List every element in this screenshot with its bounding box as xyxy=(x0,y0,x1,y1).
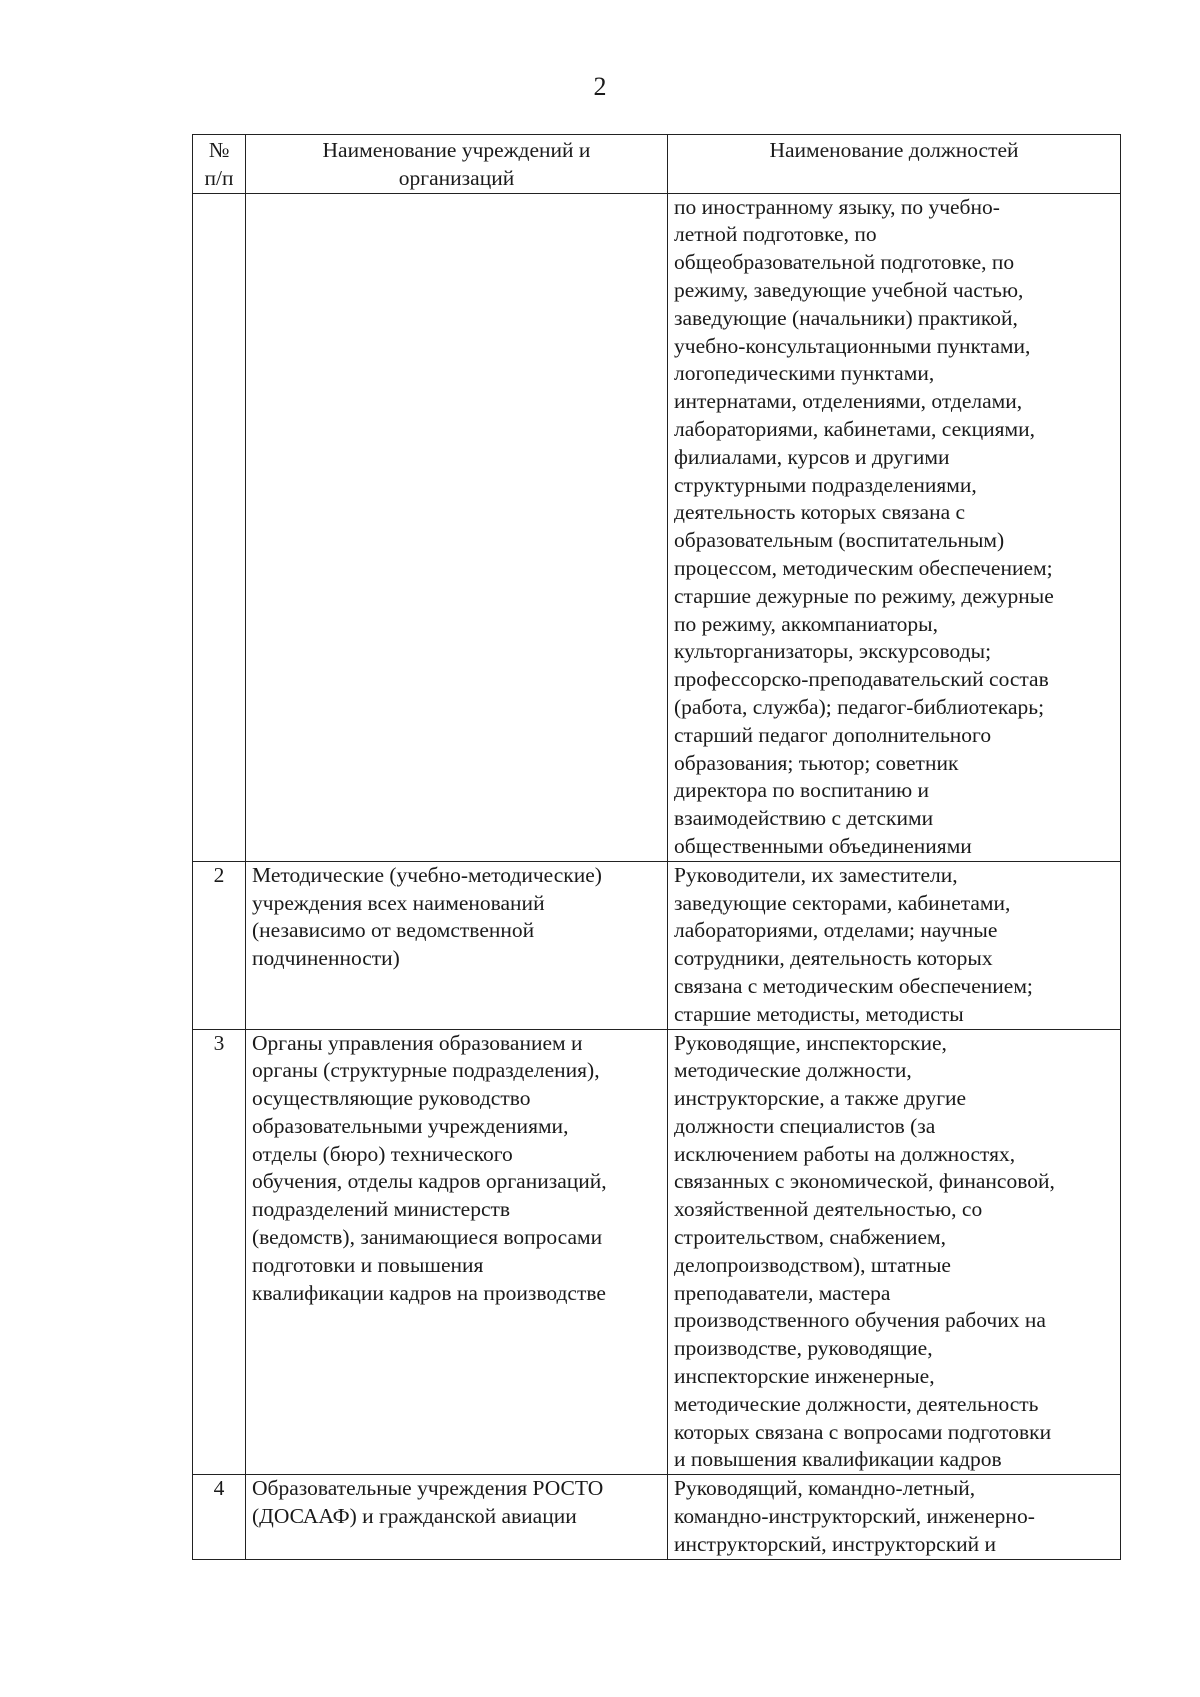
row-number: 2 xyxy=(193,861,246,1029)
header-organizations xyxy=(246,135,668,194)
table-header-row xyxy=(193,135,1121,194)
positions-line: Руководящие, инспекторские, xyxy=(674,1030,947,1055)
organization-line: подчиненности) xyxy=(252,946,400,971)
organization-line: подготовки и повышения xyxy=(252,1252,484,1277)
positions-line: лабораториями, кабинетами, секциями, xyxy=(674,416,1035,441)
organization-line: обучения, отделы кадров организаций, xyxy=(252,1169,607,1194)
organization-line: Методические (учебно-методические) xyxy=(252,862,602,887)
positions-line: филиалами, курсов и другими xyxy=(674,444,950,469)
organization-line: образовательными учреждениями, xyxy=(252,1113,569,1138)
positions-line: общеобразовательной подготовке, по xyxy=(674,250,1015,275)
positions-cell xyxy=(668,193,1121,861)
organization-line: подразделений министерств xyxy=(252,1197,511,1222)
positions-line: взаимодействию с детскими xyxy=(674,806,934,831)
header-number xyxy=(193,135,246,194)
positions-line: старший педагог дополнительного xyxy=(674,722,992,747)
header-organizations-line: Наименование учреждений и xyxy=(322,138,591,162)
positions-line: старшие дежурные по режиму, дежурные xyxy=(674,583,1054,608)
organization-line: (ДОСААФ) и гражданской авиации xyxy=(252,1504,577,1529)
positions-line: заведующие (начальники) практикой, xyxy=(674,305,1018,330)
positions-line: профессорско-преподавательский состав xyxy=(674,667,1049,692)
organization-line: (независимо от ведомственной xyxy=(252,918,535,943)
positions-line: процессом, методическим обеспечением; xyxy=(674,555,1053,580)
positions-line: делопроизводством), штатные xyxy=(674,1252,951,1277)
row-number xyxy=(193,193,246,861)
positions-cell xyxy=(668,1029,1121,1475)
positions-line: по режиму, аккомпаниаторы, xyxy=(674,611,939,636)
positions-line: лабораториями, отделами; научные xyxy=(674,918,998,943)
organization-line: Образовательные учреждения РОСТО xyxy=(252,1476,604,1501)
organization-line: Органы управления образованием и xyxy=(252,1030,583,1055)
organization-line: осуществляющие руководство xyxy=(252,1086,531,1111)
positions-line: командно-инструкторский, инженерно- xyxy=(674,1504,1035,1529)
organization-cell xyxy=(246,861,668,1029)
positions-line: интернатами, отделениями, отделами, xyxy=(674,389,1023,414)
organization-line: учреждения всех наименований xyxy=(252,890,545,915)
organization-line: органы (структурные подразделения), xyxy=(252,1058,600,1083)
header-number-line: п/п xyxy=(204,165,234,190)
positions-line: производственного обучения рабочих на xyxy=(674,1308,1046,1333)
positions-cell xyxy=(668,1475,1121,1559)
positions-line: (работа, служба); педагог-библиотекарь; xyxy=(674,694,1045,719)
organization-line: квалификации кадров на производстве xyxy=(252,1280,606,1305)
header-positions xyxy=(668,135,1121,194)
organization-cell xyxy=(246,1475,668,1559)
positions-line: летной подготовке, по xyxy=(674,222,877,247)
positions-table xyxy=(192,134,1121,1560)
positions-line: производстве, руководящие, xyxy=(674,1336,933,1361)
positions-line: и повышения квалификации кадров xyxy=(674,1447,1002,1472)
positions-line: должности специалистов (за xyxy=(674,1113,936,1138)
positions-line: структурными подразделениями, xyxy=(674,472,977,497)
page-number: 2 xyxy=(593,72,607,101)
table-row xyxy=(193,1475,1121,1559)
positions-line: методические должности, xyxy=(674,1058,912,1083)
positions-line: методические должности, деятельность xyxy=(674,1391,1039,1416)
positions-line: образовательным (воспитательным) xyxy=(674,528,1005,553)
organization-cell xyxy=(246,193,668,861)
positions-line: связанных с экономической, финансовой, xyxy=(674,1169,1055,1194)
positions-line: образования; тьютор; советник xyxy=(674,750,959,775)
positions-line: сотрудники, деятельность которых xyxy=(674,946,993,971)
header-positions-line: Наименование должностей xyxy=(769,138,1019,162)
positions-line: логопедическими пунктами, xyxy=(674,361,935,386)
row-number: 4 xyxy=(193,1475,246,1559)
positions-line: преподаватели, мастера xyxy=(674,1280,891,1305)
positions-line: общественными объединениями xyxy=(674,833,972,858)
positions-line: Руководители, их заместители, xyxy=(674,862,958,887)
organization-cell xyxy=(246,1029,668,1475)
positions-line: инструкторские, а также другие xyxy=(674,1086,967,1111)
positions-line: по иностранному языку, по учебно- xyxy=(674,194,1000,219)
header-organizations-line: организаций xyxy=(398,165,515,190)
positions-line: Руководящий, командно-летный, xyxy=(674,1476,976,1501)
header-number-line: № xyxy=(208,138,230,162)
positions-line: которых связана с вопросами подготовки xyxy=(674,1419,1052,1444)
positions-line: инструкторский, инструкторский и xyxy=(674,1531,997,1556)
positions-cell xyxy=(668,861,1121,1029)
row-number: 3 xyxy=(193,1029,246,1475)
positions-line: инспекторские инженерные, xyxy=(674,1364,935,1389)
positions-line: исключением работы на должностях, xyxy=(674,1141,1016,1166)
positions-line: учебно-консультационными пунктами, xyxy=(674,333,1031,358)
positions-line: строительством, снабжением, xyxy=(674,1225,946,1250)
positions-line: хозяйственной деятельностью, со xyxy=(674,1197,983,1222)
table-row xyxy=(193,1029,1121,1475)
table-row xyxy=(193,193,1121,861)
table-row xyxy=(193,861,1121,1029)
positions-line: директора по воспитанию и xyxy=(674,778,930,803)
positions-line: режиму, заведующие учебной частью, xyxy=(674,277,1024,302)
positions-line: старшие методисты, методисты xyxy=(674,1001,964,1026)
positions-line: заведующие секторами, кабинетами, xyxy=(674,890,1011,915)
positions-line: культорганизаторы, экскурсоводы; xyxy=(674,639,992,664)
organization-line: отделы (бюро) технического xyxy=(252,1141,513,1166)
positions-line: деятельность которых связана с xyxy=(674,500,966,525)
organization-line: (ведомств), занимающиеся вопросами xyxy=(252,1225,603,1250)
positions-line: связана с методическим обеспечением; xyxy=(674,973,1033,998)
